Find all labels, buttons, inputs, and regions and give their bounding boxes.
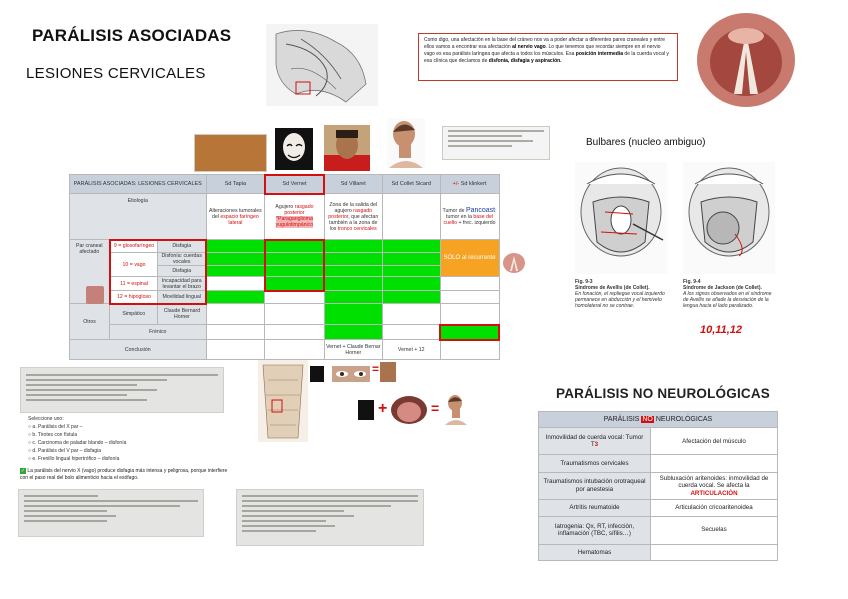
concl-tapia: [206, 340, 265, 360]
mask-face-small: [310, 366, 324, 382]
simpatico-label: Simpático: [110, 304, 158, 325]
mask-face-small-2: [358, 400, 374, 420]
exam-snippet-image: [442, 126, 550, 160]
conclusion-label: Conclusión: [70, 340, 207, 360]
collet-etiology: [382, 194, 440, 240]
palno-row-1-a: [539, 428, 651, 455]
cell-villaret-9: [324, 240, 382, 253]
handwritten-note: 10,11,12: [700, 324, 743, 336]
tongue-photo-small: [86, 286, 104, 304]
cell-collet-fren: [382, 325, 440, 340]
col-klinkert: [440, 175, 499, 194]
cell-tapia-11: [206, 277, 265, 291]
cell-collet-9: [382, 240, 440, 253]
fig1-num: Fig. 9-3: [575, 279, 593, 285]
cell-klinkert-fren: [440, 325, 499, 340]
klinkert-etiology: [440, 194, 499, 240]
plus-symbol: +: [378, 400, 388, 417]
palno-row-3-b-highlight: ARTICULACIÓN: [690, 489, 738, 497]
vernet-etiology: [265, 194, 324, 240]
exam-opt-b-text: b. Tirotes con fístula: [32, 432, 78, 438]
palno-row-5-b: Secuelas: [651, 516, 778, 544]
concl-villaret: Vernet + Claude Bernar Horner: [324, 340, 382, 360]
vernet-etio-a: Agujero: [275, 204, 295, 211]
larynx-photo-small: [502, 252, 526, 274]
cell-vernet-12: [265, 291, 324, 304]
exam-opt-a[interactable]: ○ a. Parálisis del X par –: [28, 424, 83, 430]
cell-vernet-11: [265, 277, 324, 291]
page-title: PARÁLISIS ASOCIADAS: [32, 26, 232, 45]
palno-row-3-a: Traumatismos intubación orotraqueal por anestesia: [539, 472, 651, 500]
quote-text-a: Como digo, una afectación en la base del cráneo nos va a poder afectar a diferentes pares craneales y entre ellos vamos a encontrar esa afectación: [424, 37, 665, 50]
anatomy-diagram-image: [266, 24, 378, 106]
cell-villaret-10a: [324, 253, 382, 266]
col-villaret: Sd Villaret: [324, 175, 382, 194]
fig2-num: Fig. 9-4: [683, 279, 701, 285]
cell-klinkert-12: [440, 291, 499, 304]
eyes-photo: [332, 366, 370, 382]
klinkert-etio-c: : tumor en la: [446, 207, 497, 220]
exam-answer: [20, 468, 232, 482]
cell-tapia-12: [206, 291, 265, 304]
page-subtitle: LESIONES CERVICALES: [26, 65, 206, 82]
klinkert-etio-e: + frec. izquierdo: [457, 219, 496, 226]
jackson-figure: [683, 162, 775, 327]
cell-vernet-fren: [265, 325, 324, 340]
cell-klinkert-simp: [440, 304, 499, 325]
exam-opt-a-text: a. Parálisis del X par –: [32, 424, 83, 430]
bulbares-label: Bulbares (nucleo ambiguo): [586, 137, 706, 148]
palno-row-2-a: Traumatismos cervicales: [539, 455, 651, 472]
quote-text-f: disfonía, disfagia y aspiración.: [488, 58, 562, 64]
tapia-etio-b: espacio faríngeo lateral: [220, 213, 259, 226]
cell-tapia-9: [206, 240, 265, 253]
palno-row-3-b: [651, 472, 778, 500]
exam-answer-text: La parálisis del nervio X (vago) produce disfagia más intensa y peligrosa, porque interfiere con el paso real del bolo alimenticio hacia el esófago.: [20, 468, 228, 481]
palno-row-5-a: Iatrogenia: Qx, RT, infección, inflamación (TBC, sífilis…): [539, 516, 651, 544]
fig1-title: Síndrome de Avellis (de Collet).: [575, 285, 650, 291]
palno-row-3-b-text: Subluxación aritenoides: inmovilidad de cuerda vocal. Se afecta la: [659, 474, 769, 490]
brainstem-diagram: [258, 360, 308, 442]
quote-box: [418, 33, 678, 81]
otros-label: Otros: [70, 304, 110, 340]
fig2-title: Síndrome de Jackson (de Collet).: [683, 285, 762, 291]
cell-vernet-9: [265, 240, 324, 253]
quote-text-d: posición intermedia: [575, 51, 623, 57]
palno-row-6-b: [651, 544, 778, 560]
tongue-photo: [390, 395, 428, 425]
palno-row-1-a-text: Inmovilidad de cuerda vocal: Tumor T3: [545, 433, 644, 449]
exam-opt-e-text: e. Frenillo lingual hipertrófico – disfonía: [32, 456, 120, 462]
cell-villaret-fren: [324, 325, 382, 340]
cell-collet-12: [382, 291, 440, 304]
exam-options-block: [22, 416, 222, 466]
klinkert-etio-d: base del cuello: [443, 213, 494, 226]
nerve-12: [110, 291, 158, 304]
cell-klinkert-11: [440, 277, 499, 291]
concl-klinkert: [440, 340, 499, 360]
cell-villaret-10b: [324, 266, 382, 277]
claude-label: Claude Bernard Horner: [158, 304, 206, 325]
exam-question-photo-1: [20, 367, 224, 413]
head-photo-small: [444, 393, 468, 425]
func-12: Movilidad lingual: [158, 291, 206, 304]
nerve-10-label: 10 = vago: [122, 261, 146, 268]
klinkert-etio-b: Pancoast: [465, 206, 496, 214]
palno-row-4-b: Articulación cricoaritenoidea: [651, 500, 778, 516]
cell-collet-11: [382, 277, 440, 291]
palno-row-1-b: Afectación del músculo: [651, 428, 778, 455]
checkbox-icon: ✓: [20, 468, 26, 474]
exam-question-photo-2: [18, 489, 204, 537]
quote-text-b: al nervio vago: [512, 44, 546, 50]
klinkert-label: Sd klinkert: [460, 181, 487, 187]
avellis-figure: [575, 162, 667, 327]
func-9: Disfagia: [158, 240, 206, 253]
quote-text-c: . Lo que tenemos que recordar siempre en el nervio vago es esa parálisis laríngea que afecta a todos los músculos. Esa: [424, 44, 661, 57]
palno-head-b: NEUROLÓGICAS: [653, 415, 713, 423]
larynx-image: [696, 12, 796, 108]
palno-row-6-a: Hematomas: [539, 544, 651, 560]
player-small-photo: [380, 362, 396, 382]
par-craneal-label: Par craneal afectado: [70, 240, 110, 304]
cell-vernet-simp: [265, 304, 324, 325]
tumor-t3-digit: 3: [594, 441, 599, 449]
cell-tapia-10a: [206, 253, 265, 266]
head-turn-photo: [387, 118, 425, 168]
nerve-12-label: 12 = hipogloso: [117, 293, 151, 300]
nerve-11-label: 11 = espinal: [120, 280, 148, 287]
etiologia-label: Etiología: [70, 194, 207, 240]
frenico-label: Frénico: [110, 325, 206, 340]
concl-collet: Vernet + 12: [382, 340, 440, 360]
cell-vernet-10a: [265, 253, 324, 266]
mask-face-image: [275, 128, 313, 170]
exam-opt-b[interactable]: ○ b. Tirotes con fístula: [28, 432, 78, 438]
exam-question-photo-3: [236, 489, 424, 546]
villaret-etiology: [324, 194, 382, 240]
cell-villaret-11: [324, 277, 382, 291]
villaret-etio-d: tronco cervicales: [337, 225, 377, 232]
vernet-etio-b: rasgado posterior: [284, 204, 314, 217]
cell-tapia-10b: [206, 266, 265, 277]
equals-symbol-1: =: [372, 362, 380, 376]
nerve-9: [110, 240, 158, 253]
corner-header: PARÁLISIS ASOCIADAS: LESIONES CERVICALES: [70, 175, 207, 194]
paralisis-no-neurologicas-title: PARÁLISIS NO NEUROLÓGICAS: [556, 386, 771, 401]
villaret-etio-b: rasgado posterior: [328, 207, 372, 220]
func-11: Incapacidad para levantar el brazo: [158, 277, 206, 291]
exam-opt-e[interactable]: ○ e. Frenillo lingual hipertrófico – disfonía: [28, 456, 120, 462]
func-10a: Disfonía: cuerdas vocales: [158, 253, 206, 266]
cell-vernet-10b: [265, 266, 324, 277]
villaret-etio-c: , que afectan también a la zona de los: [329, 213, 379, 232]
fig2-text: A los signos observados en el síndrome de Avellis se añade la desviación de la lengua hacia el lado paralizado.: [683, 291, 772, 309]
klinkert-prefix: +/-: [452, 181, 460, 187]
tapia-etiology: [206, 194, 265, 240]
palno-row-4-a: Artritis reumatoide: [539, 500, 651, 516]
palno-row-2-b: [651, 455, 778, 472]
equals-symbol-2: =: [431, 400, 440, 416]
palno-head-no: NO: [642, 415, 653, 423]
football-player-photo: [324, 125, 370, 171]
cell-collet-simp: [382, 304, 440, 325]
select-one-label: Seleccione uno:: [28, 416, 64, 422]
col-collet-sicard: Sd Collet Sicard: [382, 175, 440, 194]
solo-recurrente-cell: [440, 240, 499, 277]
cell-collet-10b: [382, 266, 440, 277]
concl-vernet: [265, 340, 324, 360]
exam-opt-d[interactable]: ○ d. Parálisis del V par – disfagia: [28, 448, 102, 454]
villaret-etio-a: Zona de la salida del agujero: [329, 201, 378, 214]
fig1-text: En fonación, el repliegue vocal izquierdo permanece en abducción y el hemivelo homolateral no se contrae.: [575, 291, 665, 309]
palno-head-a: PARÁLISIS: [603, 415, 642, 423]
col-tapia: Sd Tapia: [206, 175, 265, 194]
nerve-11: [110, 277, 158, 291]
func-10b: Disfagia: [158, 266, 206, 277]
tapia-etio-a: Alteraciones tumorales del: [209, 207, 262, 220]
solo-recurrente-label: SOLO al recurrente: [443, 255, 496, 261]
vernet-etio-c: *Paraganglioma yugulotimpánico: [275, 216, 314, 229]
palno-header: [539, 412, 778, 428]
food-photo: [194, 134, 267, 172]
cell-villaret-simp: [324, 304, 382, 325]
paralisis-no-neurologicas-table: [538, 411, 778, 561]
paralisis-asociadas-table: [69, 174, 500, 360]
exam-opt-c[interactable]: ○ c. Carcinoma de paladar blando – disfonía: [28, 440, 127, 446]
nerve-10: [110, 253, 158, 277]
nerve-9-label: 9 = glosofaríngeo: [113, 243, 155, 250]
exam-opt-c-text: c. Carcinoma de paladar blando – disfonía: [32, 440, 127, 446]
cell-villaret-12: [324, 291, 382, 304]
cell-collet-10a: [382, 253, 440, 266]
klinkert-etio-a: Tumor de: [442, 207, 466, 214]
cell-tapia-simp: [206, 304, 265, 325]
exam-opt-d-text: d. Parálisis del V par – disfagia: [32, 448, 102, 454]
quote-text-e: de la cuerda vocal y esa clínica que decíamos de: [424, 51, 669, 64]
col-vernet: Sd Vernet: [265, 175, 324, 194]
cell-tapia-fren: [206, 325, 265, 340]
